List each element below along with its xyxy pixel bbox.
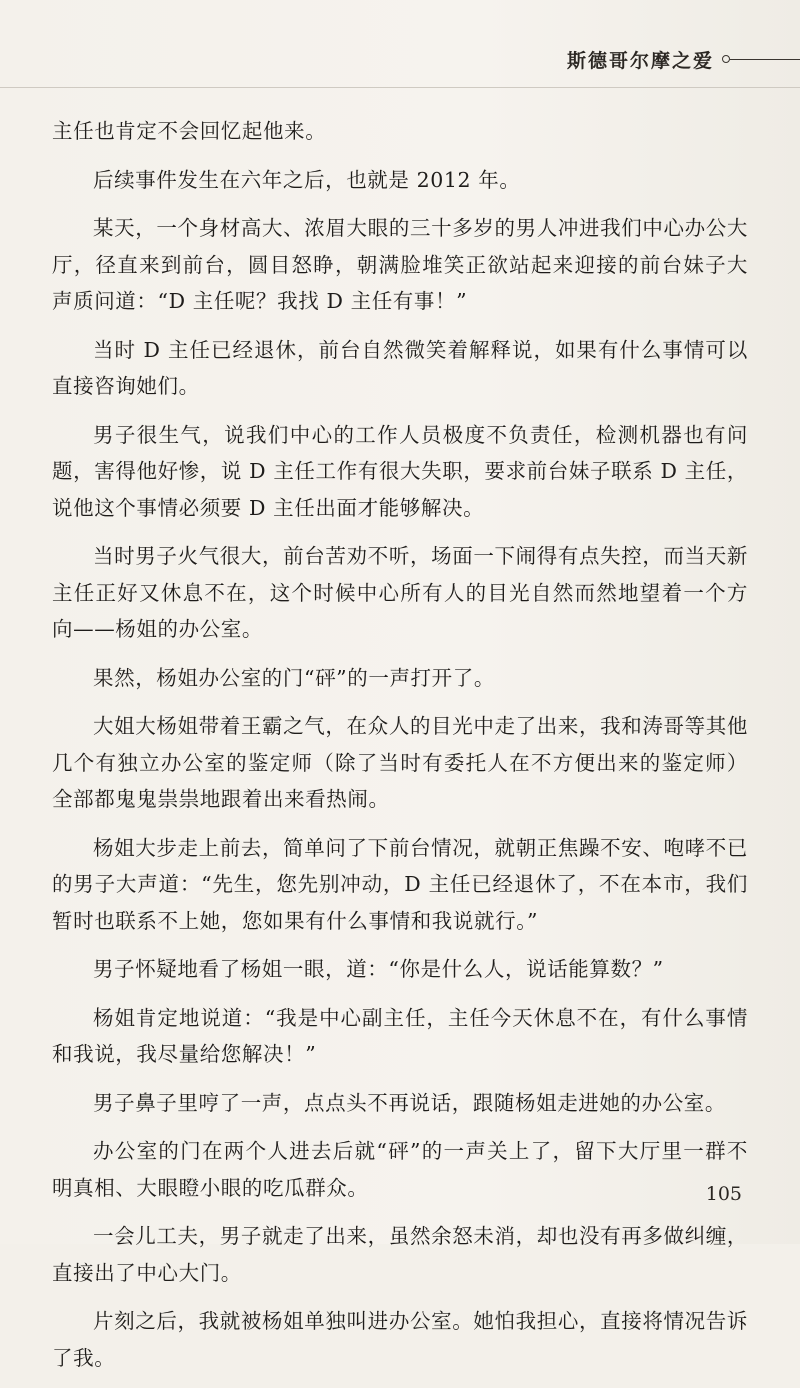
paragraph: 大姐大杨姐带着王霸之气，在众人的目光中走了出来，我和涛哥等其他几个有独立办公室的鉴定师（除了当时有委托人在不方便出来的鉴定师）全部都鬼鬼祟祟地跟着出来看热闹。 <box>52 714 748 811</box>
page-number: 105 <box>705 1183 742 1205</box>
paragraph: 果然，杨姐办公室的门“砰”的一声打开了。 <box>93 665 495 690</box>
paragraph: 一会儿工夫，男子就走了出来，虽然余怒未消，却也没有再多做纠缠，直接出了中心大门。 <box>52 1224 748 1285</box>
running-header <box>567 44 800 74</box>
paragraph: 办公室的门在两个人进去后就“砰”的一声关上了，留下大厅里一群不明真相、大眼瞪小眼的吃瓜群众。 <box>52 1139 748 1200</box>
ornament-line <box>730 59 800 60</box>
paragraph: 男子鼻子里哼了一声，点点头不再说话，跟随杨姐走进她的办公室。 <box>93 1090 726 1115</box>
body-text <box>52 113 748 1388</box>
paragraph: 男子很生气，说我们中心的工作人员极度不负责任，检测机器也有问题，害得他好惨，说 D 主任工作有很大失职，要求前台妹子联系 D 主任，说他这个事情必须要 D 主任出面才能够解决。 <box>52 422 748 520</box>
paragraph: 某天，一个身材高大、浓眉大眼的三十多岁的男人冲进我们中心办公大厅，径直来到前台，圆目怒睁，朝满脸堆笑正欲站起来迎接的前台妹子大声质问道：“D 主任呢？我找 D 主任有事！” <box>52 216 748 313</box>
paragraph: 杨姐大步走上前去，简单问了下前台情况，就朝正焦躁不安、咆哮不已的男子大声道：“先生，您先别冲动，D 主任已经退休了，不在本市，我们暂时也联系不上她，您如果有什么事情和我说就行。” <box>52 835 748 933</box>
paragraph: 男子怀疑地看了杨姐一眼，道：“你是什么人，说话能算数？” <box>93 957 664 981</box>
paragraph: 杨姐肯定地说道：“我是中心副主任，主任今天休息不在，有什么事情和我说，我尽量给您解决！” <box>52 1005 748 1066</box>
paragraph: 片刻之后，我就被杨姐单独叫进办公室。她怕我担心，直接将情况告诉了我。 <box>52 1309 748 1370</box>
ornament-circle <box>722 55 730 63</box>
paragraph: 当时男子火气很大，前台苦劝不听，场面一下闹得有点失控，而当天新主任正好又休息不在，这个时候中心所有人的目光自然而然地望着一个方向——杨姐的办公室。 <box>52 544 748 641</box>
header-title: 斯德哥尔摩之爱 <box>566 49 714 72</box>
paragraph: 后续事件发生在六年之后，也就是 2012 年。 <box>93 167 521 192</box>
header-ornament-icon <box>722 55 800 63</box>
header-divider <box>0 87 800 88</box>
paragraph: 主任也肯定不会回忆起他来。 <box>52 119 327 143</box>
paragraph: 当时 D 主任已经退休，前台自然微笑着解释说，如果有什么事情可以直接咨询她们。 <box>52 337 748 398</box>
